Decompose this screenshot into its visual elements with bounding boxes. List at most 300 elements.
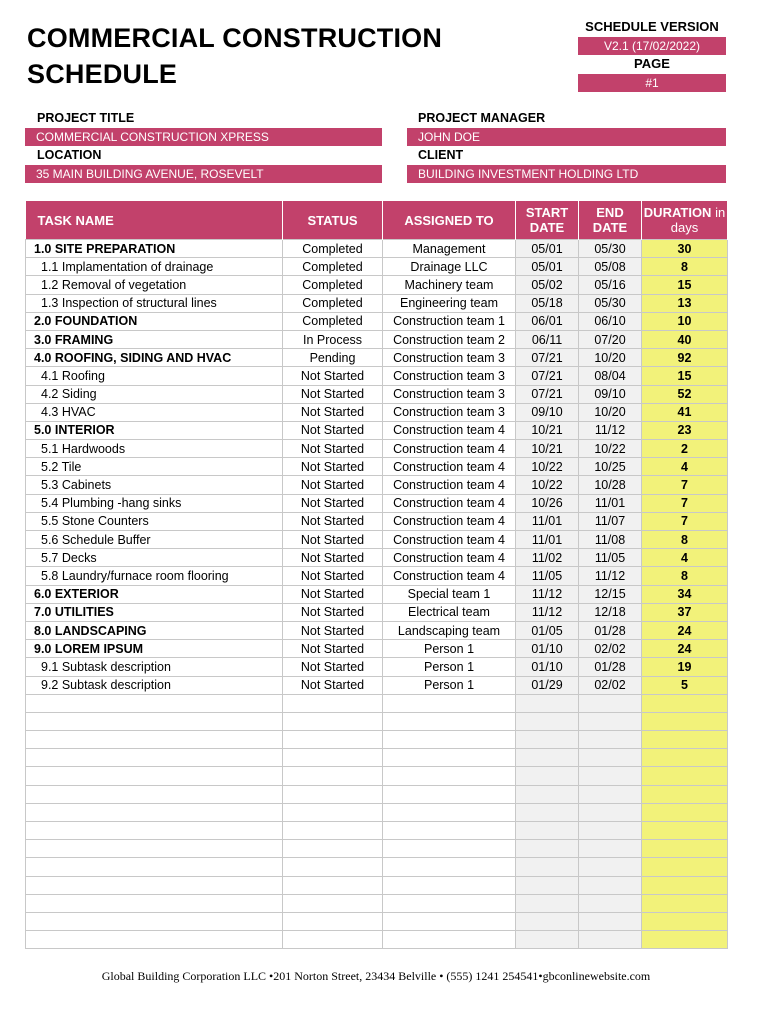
task-name-cell[interactable]: 7.0 UTILITIES [26,603,283,621]
end-date-cell[interactable] [579,876,642,894]
start-date-cell[interactable]: 10/21 [516,440,579,458]
task-name-cell[interactable]: 1.0 SITE PREPARATION [26,240,283,258]
start-date-cell[interactable]: 01/05 [516,621,579,639]
assigned-to-cell[interactable] [383,785,516,803]
end-date-cell[interactable]: 05/30 [579,240,642,258]
task-name-cell[interactable] [26,767,283,785]
assigned-to-cell[interactable] [383,749,516,767]
status-cell[interactable]: Not Started [283,549,383,567]
duration-cell [642,840,728,858]
assigned-to-cell[interactable] [383,694,516,712]
table-row [26,676,728,694]
status-cell[interactable] [283,731,383,749]
assigned-to-cell[interactable] [383,912,516,930]
assigned-to-cell[interactable] [383,712,516,730]
empty-table-row [26,731,728,749]
duration-cell [642,876,728,894]
assigned-to-cell[interactable]: Construction team 1 [383,312,516,330]
task-name-cell[interactable]: 5.5 Stone Counters [26,512,283,530]
end-date-cell[interactable]: 11/12 [579,421,642,439]
start-date-cell[interactable] [516,785,579,803]
end-date-cell[interactable] [579,803,642,821]
status-cell[interactable]: Not Started [283,512,383,530]
task-name-cell[interactable]: 8.0 LANDSCAPING [26,621,283,639]
duration-cell: 7 [642,476,728,494]
end-date-cell[interactable] [579,912,642,930]
end-date-cell[interactable]: 12/18 [579,603,642,621]
end-date-cell[interactable]: 01/28 [579,621,642,639]
end-date-cell[interactable]: 11/07 [579,512,642,530]
start-date-cell[interactable]: 01/29 [516,676,579,694]
footer-contact: Global Building Corporation LLC •201 Norton Street, 23434 Belville • (555) 1241 254541•gbconlinewebsite.com [101,969,651,983]
start-date-cell[interactable] [516,731,579,749]
table-header-row [26,201,728,240]
assigned-to-cell[interactable]: Construction team 2 [383,330,516,348]
header-end-date [579,201,642,240]
project-title-field[interactable]: COMMERCIAL CONSTRUCTION XPRESS [25,128,382,146]
header-start-date [516,201,579,240]
schedule-table [25,201,728,949]
end-date-cell[interactable]: 10/28 [579,476,642,494]
end-date-cell[interactable] [579,785,642,803]
end-date-cell[interactable]: 11/05 [579,549,642,567]
project-title-label: PROJECT TITLE [37,111,135,125]
empty-table-row [26,894,728,912]
start-date-cell[interactable]: 10/26 [516,494,579,512]
table-row [26,240,728,258]
duration-cell: 41 [642,403,728,421]
assigned-to-cell[interactable] [383,822,516,840]
duration-cell: 15 [642,276,728,294]
table-row [26,549,728,567]
task-name-cell[interactable] [26,931,283,949]
start-date-cell[interactable] [516,694,579,712]
start-date-cell[interactable]: 10/22 [516,458,579,476]
duration-cell: 92 [642,349,728,367]
duration-cell: 13 [642,294,728,312]
status-cell[interactable] [283,858,383,876]
assigned-to-cell[interactable]: Construction team 3 [383,403,516,421]
duration-cell: 8 [642,531,728,549]
assigned-to-cell[interactable] [383,731,516,749]
start-date-cell[interactable]: 11/01 [516,512,579,530]
assigned-to-cell[interactable]: Management [383,240,516,258]
duration-cell: 40 [642,330,728,348]
status-cell[interactable]: Not Started [283,367,383,385]
duration-cell: 7 [642,494,728,512]
task-name-cell[interactable]: 1.1 Implamentation of drainage [26,258,283,276]
task-name-cell[interactable] [26,858,283,876]
task-name-cell[interactable] [26,912,283,930]
start-date-cell[interactable]: 05/02 [516,276,579,294]
start-date-cell[interactable] [516,840,579,858]
start-date-cell[interactable]: 05/01 [516,240,579,258]
start-date-cell[interactable]: 11/05 [516,567,579,585]
task-name-cell[interactable]: 2.0 FOUNDATION [26,312,283,330]
end-date-cell[interactable]: 05/16 [579,276,642,294]
status-cell[interactable]: Not Started [283,567,383,585]
task-name-cell[interactable] [26,894,283,912]
end-date-cell[interactable]: 06/10 [579,312,642,330]
end-date-cell[interactable] [579,840,642,858]
table-row [26,421,728,439]
end-date-cell[interactable] [579,712,642,730]
end-date-cell[interactable] [579,894,642,912]
start-date-cell[interactable] [516,767,579,785]
assigned-to-cell[interactable]: Engineering team [383,294,516,312]
task-name-cell[interactable]: 5.2 Tile [26,458,283,476]
table-row [26,312,728,330]
header-duration-unit-2: days [670,220,699,235]
status-cell[interactable] [283,767,383,785]
task-name-cell[interactable]: 5.4 Plumbing -hang sinks [26,494,283,512]
status-cell[interactable]: Pending [283,349,383,367]
start-date-cell[interactable] [516,803,579,821]
status-cell[interactable]: Not Started [283,494,383,512]
end-date-cell[interactable]: 02/02 [579,676,642,694]
task-name-cell[interactable]: 1.2 Removal of vegetation [26,276,283,294]
task-name-cell[interactable]: 9.0 LOREM IPSUM [26,640,283,658]
task-name-cell[interactable] [26,840,283,858]
table-row [26,294,728,312]
task-name-cell[interactable]: 1.3 Inspection of structural lines [26,294,283,312]
table-row [26,476,728,494]
header-end-line-1: END [596,205,624,220]
start-date-cell[interactable]: 11/12 [516,603,579,621]
empty-table-row [26,785,728,803]
start-date-cell[interactable]: 07/21 [516,367,579,385]
client-label: CLIENT [418,148,464,162]
end-date-cell[interactable]: 02/02 [579,640,642,658]
duration-cell: 4 [642,458,728,476]
duration-cell: 19 [642,658,728,676]
task-name-cell[interactable] [26,731,283,749]
empty-table-row [26,931,728,949]
start-date-cell[interactable]: 07/21 [516,385,579,403]
empty-table-row [26,694,728,712]
duration-cell [642,931,728,949]
end-date-cell[interactable]: 11/08 [579,531,642,549]
status-cell[interactable] [283,694,383,712]
end-date-cell[interactable]: 10/22 [579,440,642,458]
location-label: LOCATION [37,148,102,162]
table-row [26,349,728,367]
start-date-cell[interactable] [516,749,579,767]
status-cell[interactable] [283,712,383,730]
document-title [27,20,442,92]
assigned-to-cell[interactable]: Construction team 4 [383,476,516,494]
duration-cell: 15 [642,367,728,385]
status-cell[interactable]: Not Started [283,531,383,549]
start-date-cell[interactable] [516,712,579,730]
duration-cell: 4 [642,549,728,567]
assigned-to-cell[interactable]: Electrical team [383,603,516,621]
assigned-to-cell[interactable] [383,858,516,876]
status-cell[interactable] [283,931,383,949]
header-duration-label: DURATION [643,205,712,220]
assigned-to-cell[interactable]: Construction team 4 [383,494,516,512]
start-date-cell[interactable]: 05/01 [516,258,579,276]
page-label: PAGE [634,56,670,71]
task-name-cell[interactable]: 9.1 Subtask description [26,658,283,676]
duration-cell: 37 [642,603,728,621]
table-row [26,512,728,530]
start-date-cell[interactable] [516,876,579,894]
status-cell[interactable]: Not Started [283,440,383,458]
status-cell[interactable]: Not Started [283,458,383,476]
header-start-line-2: DATE [529,220,565,235]
empty-table-row [26,912,728,930]
task-name-cell[interactable] [26,822,283,840]
empty-table-row [26,840,728,858]
start-date-cell[interactable]: 05/18 [516,294,579,312]
empty-table-row [26,712,728,730]
status-cell[interactable]: Completed [283,240,383,258]
table-row [26,458,728,476]
task-name-cell[interactable] [26,694,283,712]
start-date-cell[interactable]: 11/01 [516,531,579,549]
start-date-cell[interactable] [516,894,579,912]
duration-cell [642,694,728,712]
status-cell[interactable]: Not Started [283,385,383,403]
assigned-to-cell[interactable]: Person 1 [383,676,516,694]
start-date-cell[interactable] [516,822,579,840]
duration-cell: 2 [642,440,728,458]
duration-cell [642,912,728,930]
status-cell[interactable]: Not Started [283,403,383,421]
header-end-line-2: DATE [592,220,628,235]
task-name-cell[interactable] [26,785,283,803]
task-name-cell[interactable]: 5.0 INTERIOR [26,421,283,439]
status-cell[interactable] [283,912,383,930]
end-date-cell[interactable]: 05/08 [579,258,642,276]
task-name-cell[interactable]: 4.1 Roofing [26,367,283,385]
status-cell[interactable]: Completed [283,294,383,312]
page-value[interactable]: #1 [578,74,726,92]
table-row [26,385,728,403]
table-row [26,640,728,658]
task-name-cell[interactable] [26,712,283,730]
assigned-to-cell[interactable]: Construction team 3 [383,349,516,367]
project-manager-label: PROJECT MANAGER [418,111,546,125]
assigned-to-cell[interactable]: Person 1 [383,658,516,676]
duration-cell [642,712,728,730]
duration-cell: 52 [642,385,728,403]
table-row [26,603,728,621]
location-field[interactable]: 35 MAIN BUILDING AVENUE, ROSEVELT [25,165,382,183]
duration-cell: 7 [642,512,728,530]
task-name-cell[interactable]: 3.0 FRAMING [26,330,283,348]
assigned-to-cell[interactable]: Landscaping team [383,621,516,639]
client-field[interactable]: BUILDING INVESTMENT HOLDING LTD [407,165,726,183]
assigned-to-cell[interactable]: Construction team 4 [383,440,516,458]
status-cell[interactable] [283,749,383,767]
start-date-cell[interactable]: 11/02 [516,549,579,567]
end-date-cell[interactable] [579,694,642,712]
end-date-cell[interactable]: 10/20 [579,349,642,367]
start-date-cell[interactable]: 01/10 [516,640,579,658]
duration-cell: 34 [642,585,728,603]
duration-cell: 30 [642,240,728,258]
status-cell[interactable] [283,803,383,821]
assigned-to-cell[interactable]: Construction team 4 [383,458,516,476]
task-name-cell[interactable]: 5.8 Laundry/furnace room flooring [26,567,283,585]
assigned-to-cell[interactable]: Construction team 4 [383,567,516,585]
status-cell[interactable] [283,840,383,858]
assigned-to-cell[interactable] [383,767,516,785]
duration-cell [642,749,728,767]
end-date-cell[interactable]: 11/01 [579,494,642,512]
table-row [26,585,728,603]
duration-cell [642,731,728,749]
assigned-to-cell[interactable]: Construction team 3 [383,367,516,385]
status-cell[interactable]: Completed [283,312,383,330]
status-cell[interactable] [283,876,383,894]
assigned-to-cell[interactable] [383,894,516,912]
duration-cell [642,858,728,876]
empty-table-row [26,767,728,785]
status-cell[interactable]: Completed [283,258,383,276]
task-name-cell[interactable] [26,803,283,821]
schedule-version-label: SCHEDULE VERSION [585,19,719,34]
task-name-cell[interactable]: 5.1 Hardwoods [26,440,283,458]
task-name-cell[interactable] [26,876,283,894]
header-assigned-to: ASSIGNED TO [383,201,516,240]
end-date-cell[interactable] [579,822,642,840]
title-line-2: SCHEDULE [27,59,178,89]
status-cell[interactable]: Not Started [283,640,383,658]
duration-cell [642,767,728,785]
end-date-cell[interactable] [579,749,642,767]
assigned-to-cell[interactable]: Drainage LLC [383,258,516,276]
task-name-cell[interactable] [26,749,283,767]
assigned-to-cell[interactable]: Construction team 3 [383,385,516,403]
end-date-cell[interactable]: 10/20 [579,403,642,421]
duration-cell [642,785,728,803]
empty-table-row [26,822,728,840]
assigned-to-cell[interactable] [383,876,516,894]
project-manager-field[interactable]: JOHN DOE [407,128,726,146]
start-date-cell[interactable]: 09/10 [516,403,579,421]
end-date-cell[interactable]: 07/20 [579,330,642,348]
assigned-to-cell[interactable] [383,840,516,858]
table-row [26,258,728,276]
header-task-name: TASK NAME [26,201,283,240]
end-date-cell[interactable]: 01/28 [579,658,642,676]
task-name-cell[interactable]: 6.0 EXTERIOR [26,585,283,603]
task-name-cell[interactable]: 4.2 Siding [26,385,283,403]
table-row [26,367,728,385]
assigned-to-cell[interactable]: Person 1 [383,640,516,658]
assigned-to-cell[interactable]: Construction team 4 [383,549,516,567]
empty-table-row [26,876,728,894]
start-date-cell[interactable]: 07/21 [516,349,579,367]
end-date-cell[interactable] [579,858,642,876]
duration-cell [642,894,728,912]
table-row [26,494,728,512]
end-date-cell[interactable]: 10/25 [579,458,642,476]
status-cell[interactable] [283,822,383,840]
assigned-to-cell[interactable] [383,931,516,949]
task-name-cell[interactable]: 5.7 Decks [26,549,283,567]
end-date-cell[interactable] [579,731,642,749]
header-duration [642,201,728,240]
start-date-cell[interactable] [516,931,579,949]
assigned-to-cell[interactable]: Construction team 4 [383,531,516,549]
status-cell[interactable]: Not Started [283,658,383,676]
duration-cell: 8 [642,567,728,585]
assigned-to-cell[interactable]: Construction team 4 [383,512,516,530]
status-cell[interactable]: Not Started [283,603,383,621]
assigned-to-cell[interactable] [383,803,516,821]
start-date-cell[interactable]: 06/01 [516,312,579,330]
start-date-cell[interactable] [516,858,579,876]
status-cell[interactable]: Not Started [283,476,383,494]
schedule-version-value[interactable]: V2.1 (17/02/2022) [578,37,726,55]
start-date-cell[interactable]: 10/21 [516,421,579,439]
end-date-cell[interactable]: 09/10 [579,385,642,403]
status-cell[interactable] [283,894,383,912]
start-date-cell[interactable]: 01/10 [516,658,579,676]
start-date-cell[interactable] [516,912,579,930]
task-name-cell[interactable]: 5.6 Schedule Buffer [26,531,283,549]
title-line-1: COMMERCIAL CONSTRUCTION [27,23,443,53]
table-row [26,440,728,458]
status-cell[interactable]: Not Started [283,421,383,439]
assigned-to-cell[interactable]: Special team 1 [383,585,516,603]
start-date-cell[interactable]: 10/22 [516,476,579,494]
table-row [26,276,728,294]
end-date-cell[interactable]: 12/15 [579,585,642,603]
assigned-to-cell[interactable]: Construction team 4 [383,421,516,439]
header-status: STATUS [283,201,383,240]
duration-cell: 10 [642,312,728,330]
duration-cell: 8 [642,258,728,276]
end-date-cell[interactable]: 05/30 [579,294,642,312]
empty-table-row [26,749,728,767]
end-date-cell[interactable] [579,931,642,949]
status-cell[interactable]: Completed [283,276,383,294]
empty-table-row [26,803,728,821]
header-duration-unit-1: in [715,205,726,220]
start-date-cell[interactable]: 06/11 [516,330,579,348]
status-cell[interactable]: Not Started [283,676,383,694]
status-cell[interactable] [283,785,383,803]
table-row [26,621,728,639]
duration-cell [642,803,728,821]
start-date-cell[interactable]: 11/12 [516,585,579,603]
table-row [26,403,728,421]
end-date-cell[interactable]: 08/04 [579,367,642,385]
table-row [26,531,728,549]
task-name-cell[interactable]: 9.2 Subtask description [26,676,283,694]
duration-cell: 5 [642,676,728,694]
assigned-to-cell[interactable]: Machinery team [383,276,516,294]
duration-cell: 23 [642,421,728,439]
empty-table-row [26,858,728,876]
duration-cell [642,822,728,840]
task-name-cell[interactable]: 4.0 ROOFING, SIDING AND HVAC [26,349,283,367]
task-name-cell[interactable]: 4.3 HVAC [26,403,283,421]
table-row [26,658,728,676]
status-cell[interactable]: Not Started [283,621,383,639]
end-date-cell[interactable] [579,767,642,785]
task-name-cell[interactable]: 5.3 Cabinets [26,476,283,494]
duration-cell: 24 [642,640,728,658]
status-cell[interactable]: Not Started [283,585,383,603]
status-cell[interactable]: In Process [283,330,383,348]
end-date-cell[interactable]: 11/12 [579,567,642,585]
